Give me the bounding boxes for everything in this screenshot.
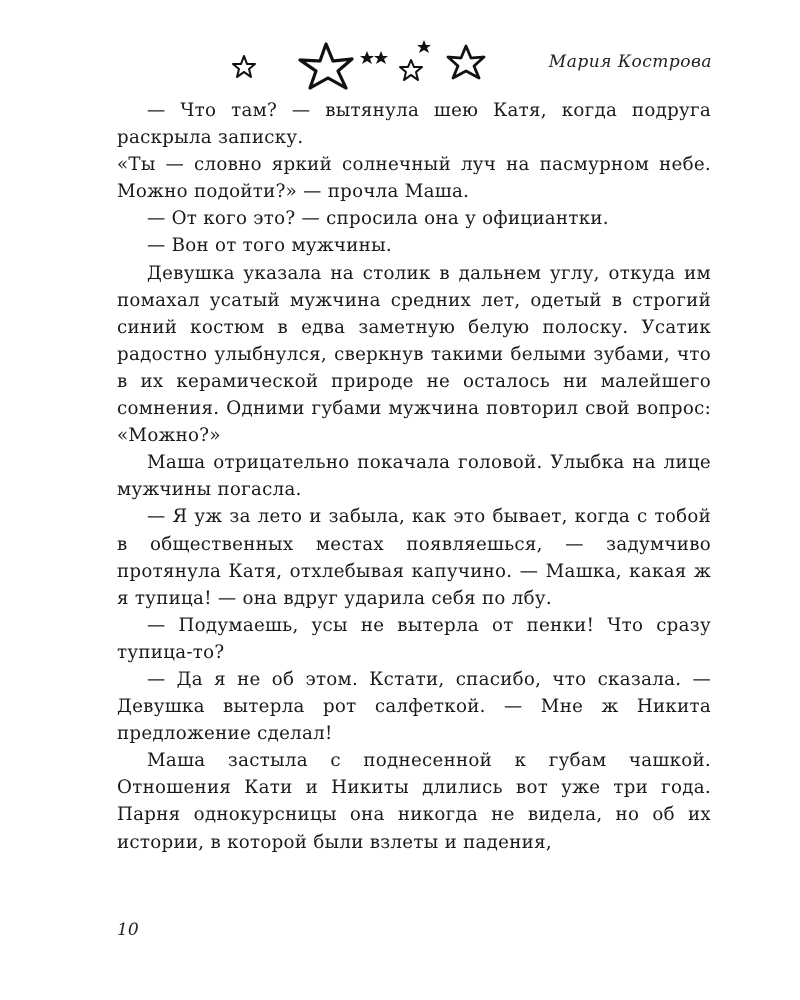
stars-icon	[228, 36, 498, 96]
page-number: 10	[117, 920, 139, 940]
author-name: Мария Кострова	[548, 52, 712, 72]
paragraph: Девушка указала на столик в дальнем углу, откуда им помахал усатый мужчина средних лет, одетый в строгий синий костюм в едва заметную белую полоску. Усатик радостно улыбнулся, сверкнув такими белыми зубами, что в их керамической природе не осталось ни малейшего сомнения. Одними губами мужчина повторил свой вопрос: «Можно?»	[117, 262, 711, 447]
paragraph: — Я уж за лето и забыла, как это бывает, когда с тобой в общественных местах появляешься, — задумчиво протянула Катя, отхлебывая капучино. — Машка, какая ж я тупица! — она вдруг ударила себя по лбу.	[117, 506, 711, 609]
paragraph: Маша отрицательно покачала головой. Улыбка на лице мужчины погасла.	[117, 452, 711, 501]
paragraph: — Да я не об этом. Кстати, спасибо, что сказала. — Девушка вытерла рот салфеткой. — Мне ж Никита предложение сделал!	[117, 668, 711, 745]
page-header	[0, 0, 800, 100]
paragraph: — Подумаешь, усы не вытерла от пенки! Что сразу тупица-то?	[117, 614, 711, 663]
text-body	[117, 97, 711, 856]
paragraph: — Вон от того мужчины.	[147, 235, 392, 257]
paragraph: — От кого это? — спросила она у официантки.	[147, 208, 609, 230]
paragraph: — Что там? — вытянула шею Катя, когда подруга раскрыла записку.	[117, 100, 711, 149]
paragraph: Маша застыла с поднесенной к губам чашкой. Отношения Кати и Никиты длились вот уже три года. Парня однокурсницы она никогда не видела, но об их истории, в которой были взлеты и падения,	[117, 750, 711, 853]
paragraph: «Ты — словно яркий солнечный луч на пасмурном небе. Можно подойти?» — прочла Маша.	[117, 154, 711, 203]
